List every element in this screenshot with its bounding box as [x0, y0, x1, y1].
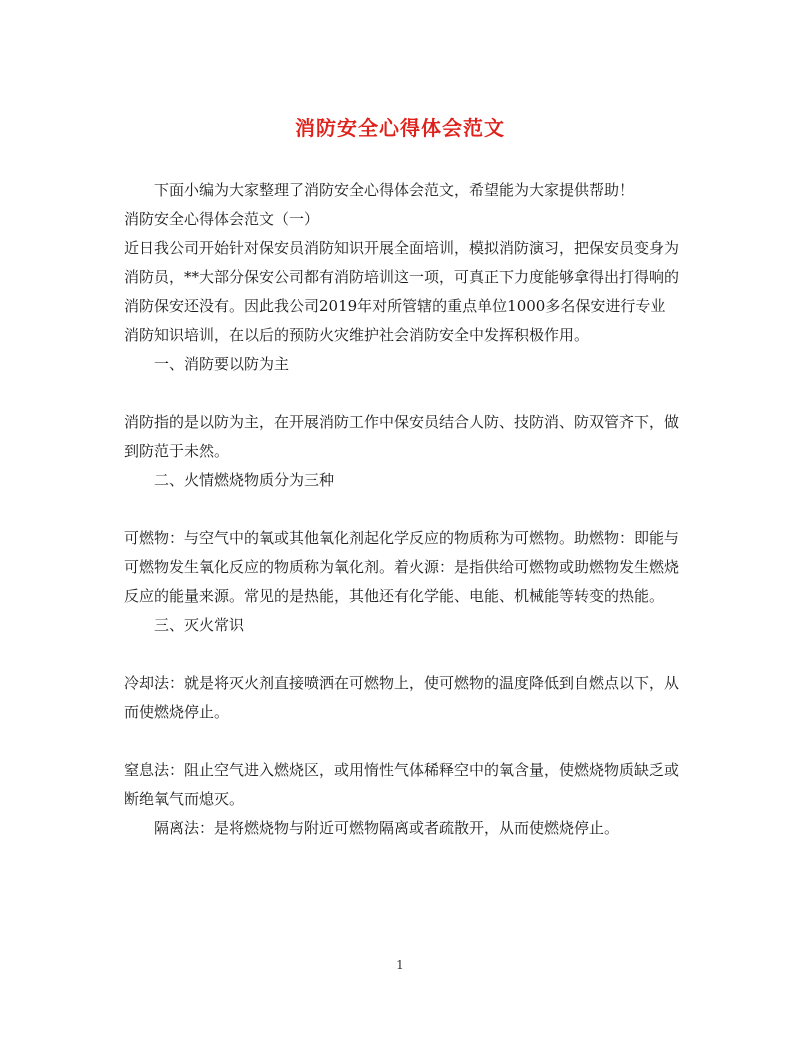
body-paragraph-cooling: 冷却法：就是将灭火剂直接喷洒在可燃物上，使可燃物的温度降低到自燃点以下，从而使燃烧停止。 [124, 674, 680, 721]
body-paragraph-training: 近日我公司开始针对保安员消防知识开展全面培训，模拟消防演习，把保安员变身为消防员，**大部分保安公司都有消防培训这一项，可真正下力度能够拿得出打得响的消防保安还没有。因此我公司2019年对所管辖的重点单位1000多名保安进行专业消防知识培训，在以后的预防火灾维护社会消防安全中发挥积极作用。 [124, 239, 680, 344]
page-number: 1 [396, 958, 404, 972]
body-paragraph-smothering: 窒息法：阻止空气进入燃烧区，或用惰性气体稀释空中的氧含量，使燃烧物质缺乏或断绝氧气而熄灭。 [124, 761, 680, 808]
document-body [124, 176, 680, 843]
subheading-combustion: 二、火情燃烧物质分为三种 [154, 471, 335, 489]
body-paragraph-combustion: 可燃物：与空气中的氧或其他氧化剂起化学反应的物质称为可燃物。助燃物：即能与可燃物发生氧化反应的物质称为氧化剂。着火源：是指供给可燃物或助燃物发生燃烧反应的能量来源。常见的是热能，其他还有化学能、电能、机械能等转变的热能。 [124, 529, 680, 605]
body-paragraph-prevention: 消防指的是以防为主，在开展消防工作中保安员结合人防、技防消、防双管齐下，做到防范于未然。 [124, 413, 680, 460]
subheading-prevention: 一、消防要以防为主 [154, 355, 290, 373]
document-title: 消防安全心得体会范文 [295, 116, 505, 140]
intro-paragraph: 下面小编为大家整理了消防安全心得体会范文，希望能为大家提供帮助！ [154, 181, 635, 199]
section-heading-one: 消防安全心得体会范文（一） [124, 210, 320, 228]
subheading-firefighting: 三、灭火常识 [154, 616, 245, 634]
body-paragraph-isolation: 隔离法：是将燃烧物与附近可燃物隔离或者疏散开，从而使燃烧停止。 [154, 819, 620, 837]
